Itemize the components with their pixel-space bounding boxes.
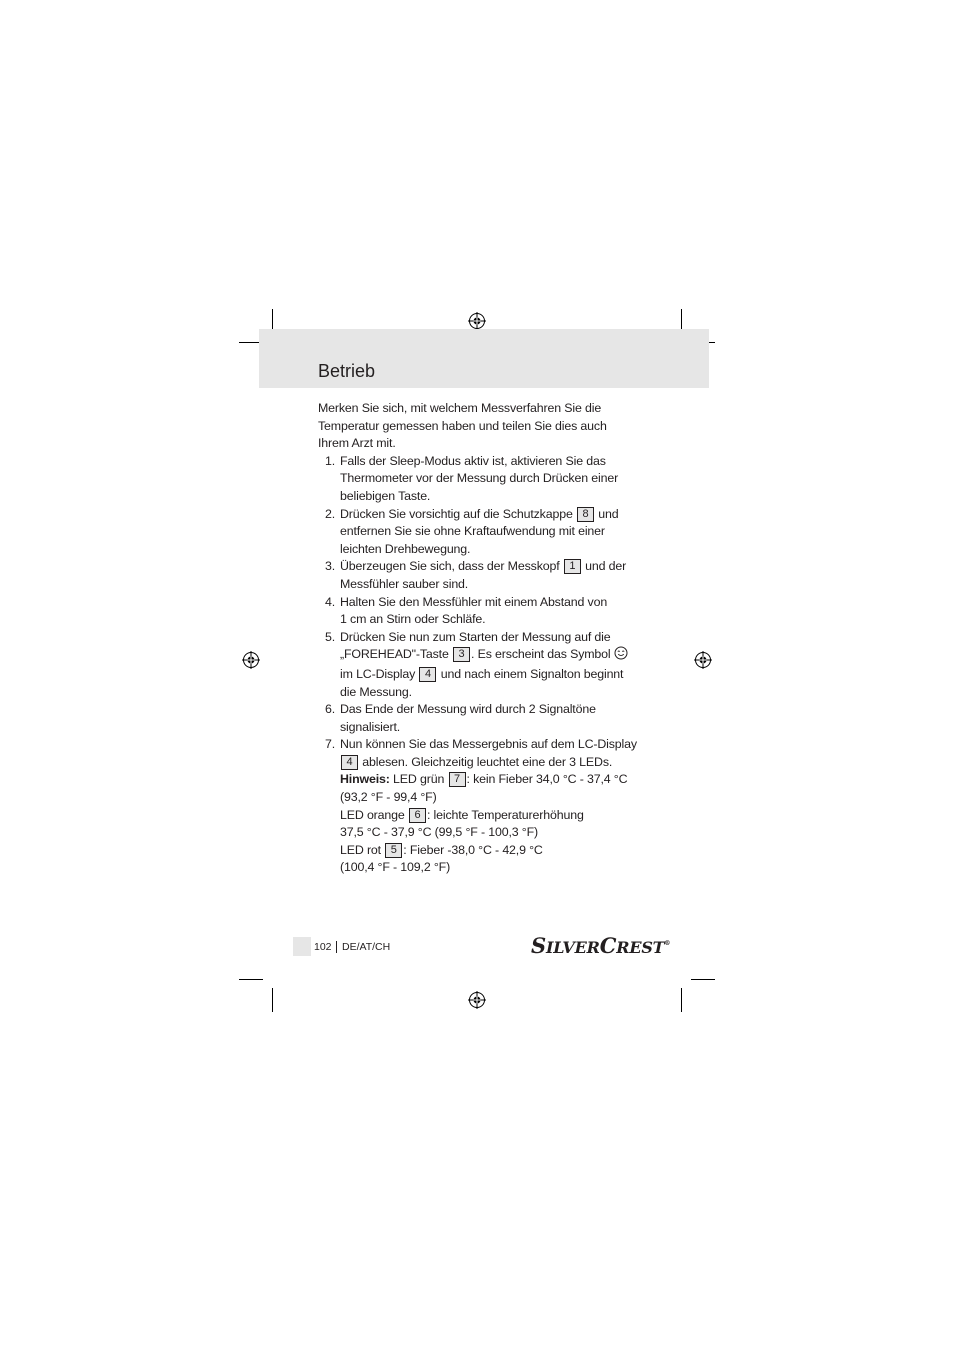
step-line bbox=[340, 558, 648, 576]
step-number: 5. bbox=[325, 629, 336, 644]
crop-mark bbox=[272, 988, 273, 1012]
crop-mark bbox=[239, 979, 263, 980]
step-text: „FOREHEAD"-Taste bbox=[340, 647, 449, 662]
step-number: 1. bbox=[325, 453, 336, 468]
brand-letter: S bbox=[531, 933, 546, 958]
led-description: : leichte Temperaturerhöhung bbox=[426, 807, 584, 822]
hint-label: Hinweis: bbox=[340, 772, 390, 787]
step-text: Falls der Sleep-Modus aktiv ist, aktivieren Sie das bbox=[340, 453, 606, 468]
registration-mark-icon bbox=[242, 651, 260, 669]
section-header-band bbox=[259, 329, 709, 388]
step-text: im LC-Display bbox=[340, 666, 416, 681]
footer-tab bbox=[293, 937, 311, 956]
crop-mark bbox=[681, 988, 682, 1012]
brand-text: REST bbox=[616, 938, 665, 957]
crop-mark bbox=[681, 309, 682, 331]
brand-letter: C bbox=[599, 933, 617, 958]
led-range: (100,4 °F - 109,2 °F) bbox=[340, 860, 451, 875]
crop-mark bbox=[691, 979, 715, 980]
led-range: 37,5 °C - 37,9 °C (99,5 °F - 100,3 °F) bbox=[340, 825, 538, 840]
led-label: LED orange bbox=[340, 807, 405, 822]
intro-line: Merken Sie sich, mit welchem Messverfahren Sie die bbox=[318, 401, 602, 415]
step-text: Messfühler sauber sind. bbox=[340, 576, 469, 591]
part-reference: 7 bbox=[449, 772, 466, 787]
step-text: und bbox=[598, 506, 619, 521]
registration-mark-icon bbox=[468, 991, 486, 1009]
step-text: signalisiert. bbox=[340, 719, 401, 734]
step-line bbox=[340, 666, 648, 684]
part-reference: 4 bbox=[341, 755, 358, 770]
part-reference: 8 bbox=[577, 507, 594, 522]
led-description: : kein Fieber 34,0 °C - 37,4 °C bbox=[466, 772, 628, 787]
step-text: die Messung. bbox=[340, 684, 412, 699]
led-label: LED rot bbox=[340, 842, 381, 857]
step-text: und der bbox=[585, 559, 627, 574]
led-line bbox=[340, 807, 648, 825]
part-reference: 6 bbox=[409, 808, 426, 823]
step-number: 3. bbox=[325, 559, 336, 574]
step-line bbox=[340, 754, 648, 772]
step-text: Thermometer vor der Messung durch Drücken einer bbox=[340, 471, 619, 486]
step-line bbox=[340, 506, 648, 524]
step-text: beliebigen Taste. bbox=[340, 488, 431, 503]
led-label: LED grün bbox=[393, 772, 445, 787]
section-title: Betrieb bbox=[318, 361, 376, 381]
list-item bbox=[318, 594, 648, 629]
list-item bbox=[318, 736, 648, 877]
hint-line bbox=[340, 771, 648, 789]
step-number: 2. bbox=[325, 506, 336, 521]
steps-list bbox=[318, 453, 648, 877]
step-text: Das Ende der Messung wird durch 2 Signaltöne bbox=[340, 702, 596, 717]
step-number: 6. bbox=[325, 702, 336, 717]
step-text: ablesen. Gleichzeitig leuchtet eine der 3 LEDs. bbox=[362, 754, 613, 769]
step-text: . Es erscheint das Symbol bbox=[471, 647, 611, 662]
step-text: leichten Drehbewegung. bbox=[340, 541, 471, 556]
page-number: 102 bbox=[314, 941, 337, 953]
step-text: 1 cm an Stirn oder Schläfe. bbox=[340, 612, 486, 627]
list-item bbox=[318, 506, 648, 559]
step-text: entfernen Sie sie ohne Kraftaufwendung mit einer bbox=[340, 524, 605, 539]
step-number: 7. bbox=[325, 737, 336, 752]
led-line bbox=[340, 842, 648, 860]
step-text: Drücken Sie nun zum Starten der Messung auf die bbox=[340, 629, 611, 644]
part-reference: 3 bbox=[453, 647, 470, 662]
list-item bbox=[318, 701, 648, 736]
step-text: Nun können Sie das Messergebnis auf dem LC-Display bbox=[340, 737, 637, 752]
step-number: 4. bbox=[325, 594, 336, 609]
led-range: (93,2 °F - 99,4 °F) bbox=[340, 790, 437, 805]
registration-mark-icon bbox=[694, 651, 712, 669]
list-item bbox=[318, 558, 648, 593]
list-item bbox=[318, 453, 648, 506]
intro-line: Temperatur gemessen haben und teilen Sie dies auch bbox=[318, 418, 607, 433]
trademark-symbol: ® bbox=[664, 940, 671, 947]
country-code: DE/AT/CH bbox=[342, 941, 391, 953]
intro-line: Ihrem Arzt mit. bbox=[318, 436, 396, 451]
part-reference: 5 bbox=[385, 843, 402, 858]
step-text: und nach einem Signalton beginnt bbox=[440, 666, 624, 681]
step-text: Halten Sie den Messfühler mit einem Abstand von bbox=[340, 594, 608, 609]
step-text: Überzeugen Sie sich, dass der Messkopf bbox=[340, 559, 560, 574]
step-text: Drücken Sie vorsichtig auf die Schutzkappe bbox=[340, 506, 573, 521]
intro-paragraph bbox=[318, 400, 648, 453]
smiley-icon bbox=[614, 646, 628, 666]
body-text bbox=[318, 400, 648, 877]
part-reference: 4 bbox=[419, 667, 436, 682]
brand-logo bbox=[531, 932, 670, 960]
brand-text: ILVER bbox=[545, 938, 600, 957]
list-item bbox=[318, 629, 648, 701]
crop-mark bbox=[272, 309, 273, 331]
registration-mark-icon bbox=[468, 312, 486, 330]
led-description: : Fieber -38,0 °C - 42,9 °C bbox=[403, 842, 543, 857]
part-reference: 1 bbox=[564, 559, 581, 574]
step-line bbox=[340, 646, 648, 666]
